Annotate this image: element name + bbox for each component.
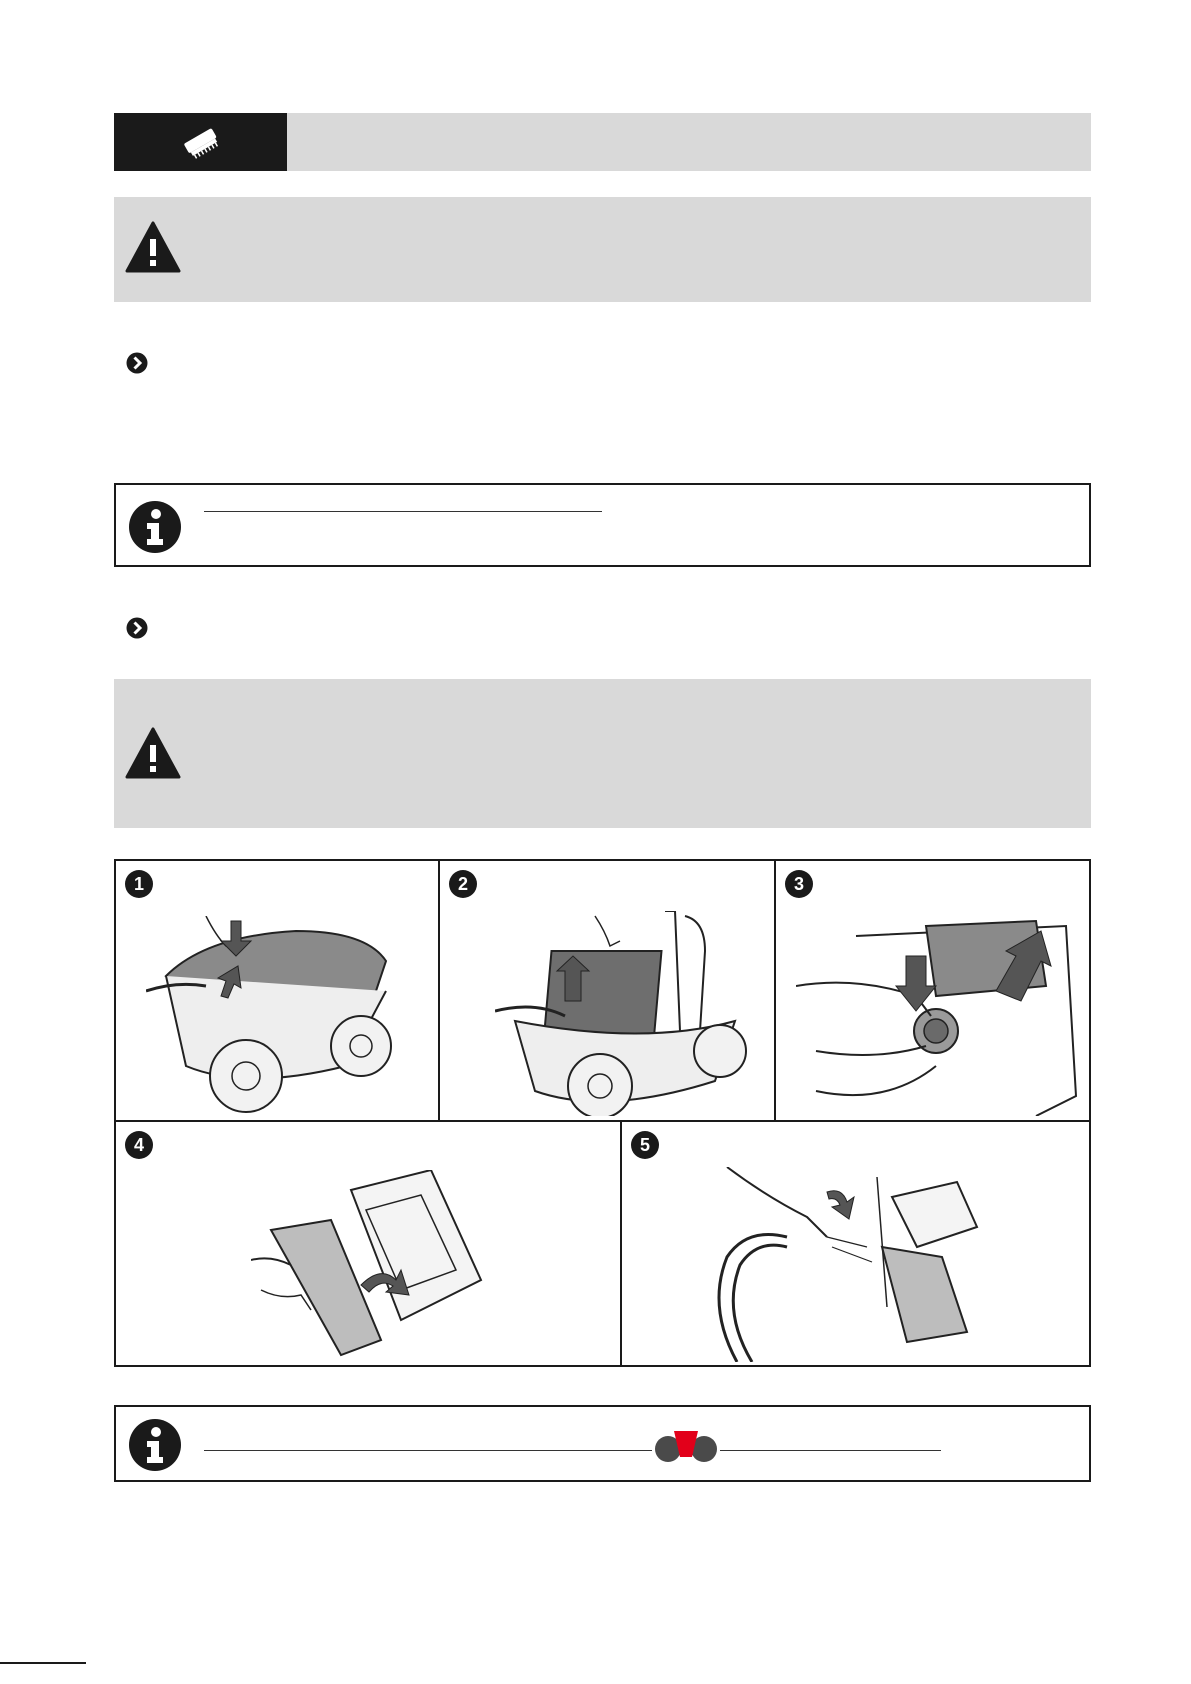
illustration-grid <box>114 859 1091 1367</box>
page-footer-rule <box>0 1662 86 1664</box>
cleaning-brush-icon <box>179 125 223 159</box>
warning-panel-2 <box>114 679 1091 828</box>
step-panel-2 <box>440 861 776 1122</box>
robot-open-lid-illustration <box>146 916 416 1116</box>
robot-wheels-icon <box>654 1427 718 1465</box>
warning-panel-1 <box>114 197 1091 302</box>
filter-unlock-illustration <box>796 916 1086 1116</box>
step-number-badge <box>124 869 154 899</box>
chevron-right-circle-icon <box>126 352 148 374</box>
step-panel-1 <box>116 861 440 1122</box>
svg-text:4: 4 <box>133 1135 145 1155</box>
info-underline-2b <box>720 1450 941 1451</box>
warning-triangle-icon <box>124 725 182 781</box>
info-icon <box>128 1418 182 1472</box>
filter-rinse-illustration <box>707 1167 997 1362</box>
step-number-badge <box>784 869 814 899</box>
section-header-icon-block <box>114 113 287 171</box>
step-number-badge <box>630 1130 660 1160</box>
svg-text:3: 3 <box>793 874 805 894</box>
info-underline-1 <box>204 511 602 512</box>
chevron-right-circle-icon <box>126 617 148 639</box>
step-panel-5 <box>622 1122 1089 1365</box>
filter-open-illustration <box>251 1170 491 1360</box>
step-number-badge <box>124 1130 154 1160</box>
info-panel-1 <box>114 483 1091 567</box>
info-icon <box>128 500 182 554</box>
svg-text:2: 2 <box>457 874 469 894</box>
robot-remove-filter-illustration <box>495 911 765 1116</box>
step-panel-4 <box>116 1122 622 1365</box>
warning-triangle-icon <box>124 219 182 275</box>
info-panel-2 <box>114 1405 1091 1482</box>
step-number-badge <box>448 869 478 899</box>
svg-text:1: 1 <box>133 874 145 894</box>
step-panel-3 <box>776 861 1089 1122</box>
info-underline-2a <box>204 1450 652 1451</box>
svg-text:5: 5 <box>639 1135 651 1155</box>
